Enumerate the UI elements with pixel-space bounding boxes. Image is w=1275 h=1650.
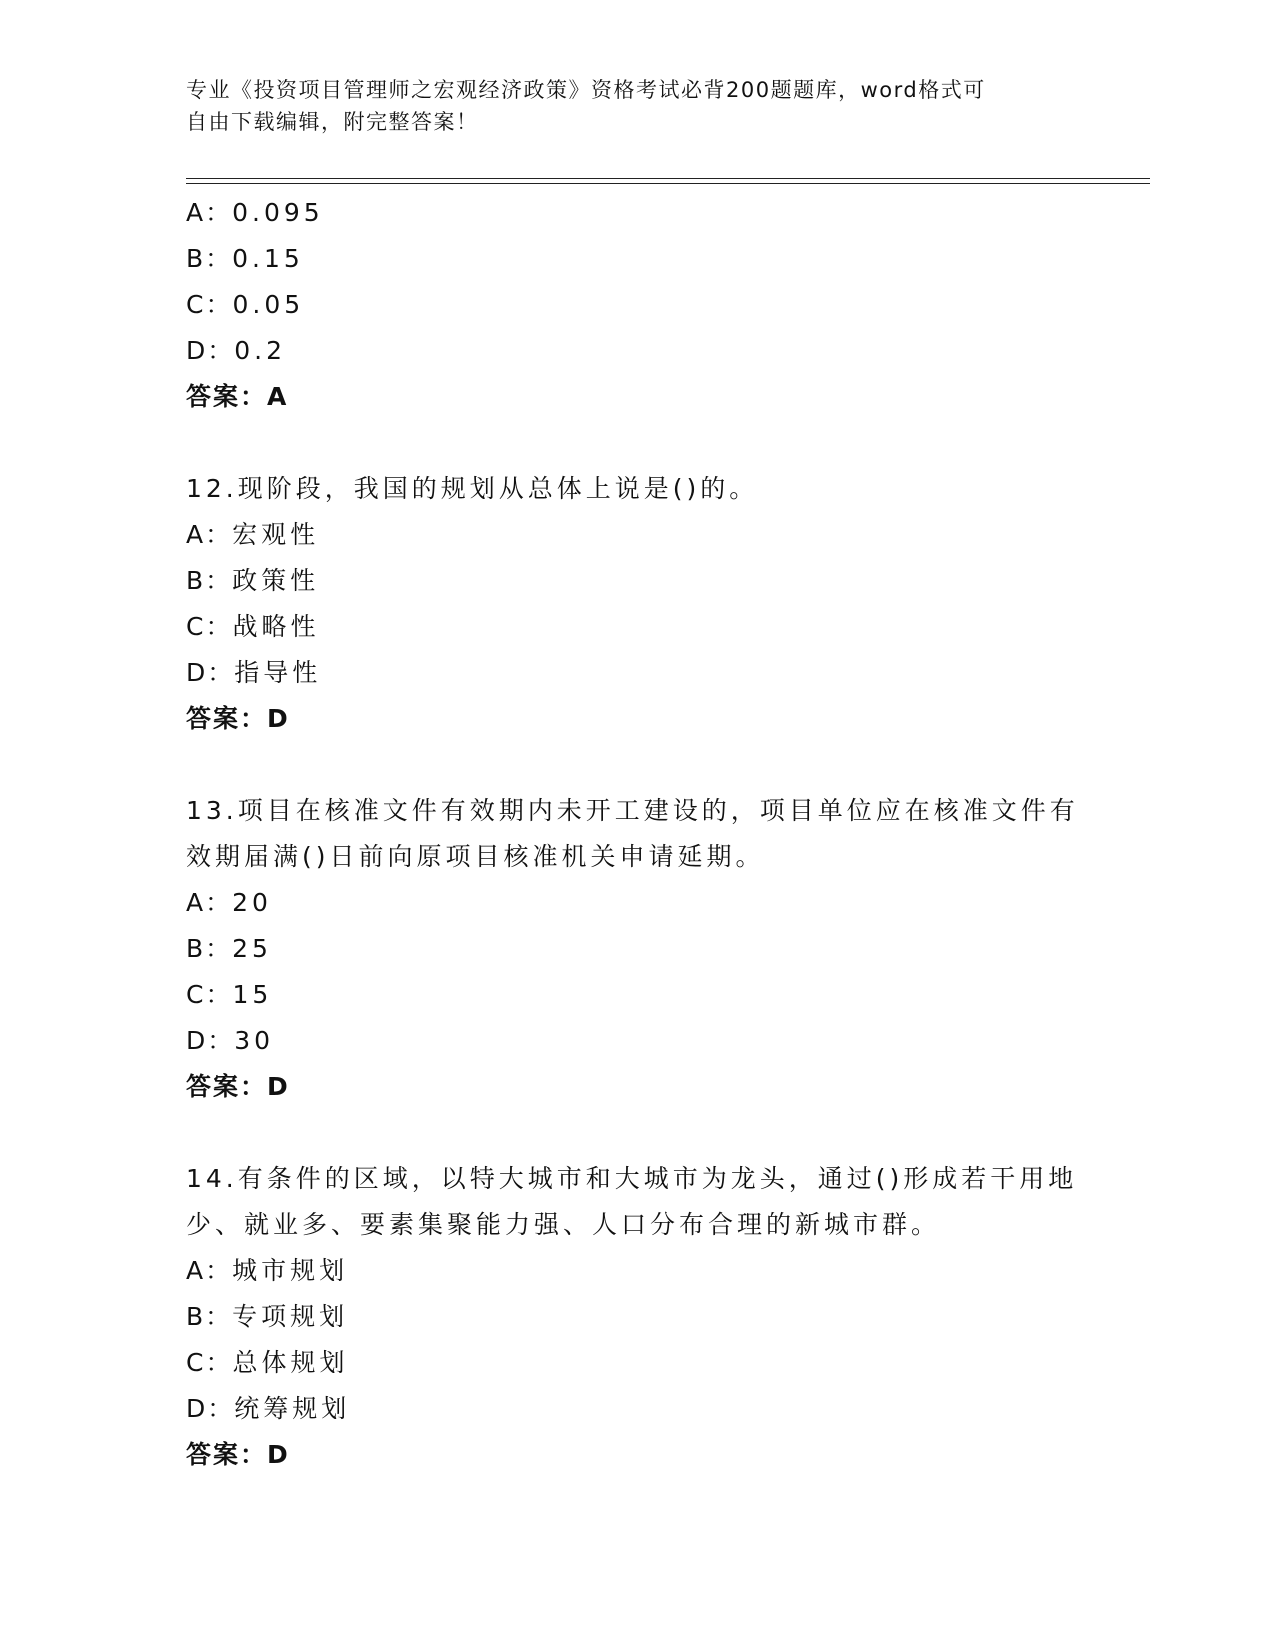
option-text: 20 <box>232 888 272 917</box>
spacer <box>186 1110 1086 1156</box>
option-key: A： <box>186 198 233 227</box>
option-key: B： <box>186 566 233 595</box>
option-text: 15 <box>232 980 273 1009</box>
option-text: 城市规划 <box>232 1256 349 1285</box>
option-key: C： <box>186 980 233 1009</box>
answer-line: 答案：A <box>186 382 289 411</box>
header-divider-top <box>186 178 1150 179</box>
question-stem-line-1: 14.有条件的区域，以特大城市和大城市为龙头，通过()形成若干用地 <box>186 1164 1078 1193</box>
option-d <box>186 328 1086 374</box>
option-text: 总体规划 <box>232 1348 349 1377</box>
option-text: 统筹规划 <box>234 1394 351 1423</box>
option-b <box>186 926 1086 972</box>
answer-line: 答案：D <box>186 704 290 733</box>
question-13 <box>186 788 1086 1110</box>
option-key: D： <box>186 1026 235 1055</box>
option-key: D： <box>186 336 235 365</box>
option-b <box>186 1294 1086 1340</box>
option-text: 0.05 <box>232 290 305 319</box>
question-stem-line-1: 13.项目在核准文件有效期内未开工建设的，项目单位应在核准文件有 <box>186 796 1079 825</box>
option-c <box>186 604 1086 650</box>
option-text: 宏观性 <box>232 520 320 549</box>
header-title-line-2: 自由下载编辑，附完整答案！ <box>186 110 479 134</box>
document-header <box>186 74 1086 138</box>
option-key: A： <box>186 520 233 549</box>
spacer <box>186 742 1086 788</box>
spacer <box>186 420 1086 466</box>
option-b <box>186 236 1086 282</box>
option-text: 政策性 <box>232 566 320 595</box>
option-d <box>186 1018 1086 1064</box>
option-key: D： <box>186 1394 235 1423</box>
option-key: B： <box>186 934 233 963</box>
option-text: 专项规划 <box>232 1302 349 1331</box>
option-d <box>186 650 1086 696</box>
option-key: C： <box>186 1348 233 1377</box>
option-a <box>186 1248 1086 1294</box>
question-11-continued <box>186 190 1086 420</box>
option-c <box>186 282 1086 328</box>
answer-line: 答案：D <box>186 1440 290 1469</box>
option-b <box>186 558 1086 604</box>
option-key: B： <box>186 244 233 273</box>
option-key: B： <box>186 1302 233 1331</box>
option-d <box>186 1386 1086 1432</box>
option-text: 25 <box>232 934 272 963</box>
option-a <box>186 190 1086 236</box>
option-text: 0.2 <box>234 336 287 365</box>
question-list <box>186 190 1086 1478</box>
option-a <box>186 512 1086 558</box>
option-key: D： <box>186 658 235 687</box>
option-text: 0.095 <box>232 198 324 227</box>
question-14 <box>186 1156 1086 1478</box>
question-stem-line-2: 少、就业多、要素集聚能力强、人口分布合理的新城市群。 <box>186 1210 941 1239</box>
option-key: C： <box>186 290 233 319</box>
question-stem-line-2: 效期届满()日前向原项目核准机关申请延期。 <box>186 842 765 871</box>
option-text: 战略性 <box>232 612 320 641</box>
header-title-line-1: 专业《投资项目管理师之宏观经济政策》资格考试必背200题题库，word格式可 <box>186 78 986 102</box>
option-c <box>186 972 1086 1018</box>
question-stem: 12.现阶段，我国的规划从总体上说是()的。 <box>186 474 759 503</box>
option-c <box>186 1340 1086 1386</box>
question-12 <box>186 466 1086 742</box>
answer-line: 答案：D <box>186 1072 290 1101</box>
option-a <box>186 880 1086 926</box>
option-key: C： <box>186 612 233 641</box>
option-key: A： <box>186 1256 233 1285</box>
option-text: 30 <box>234 1026 275 1055</box>
option-text: 指导性 <box>234 658 322 687</box>
header-divider-bottom <box>186 183 1150 184</box>
option-key: A： <box>186 888 233 917</box>
option-text: 0.15 <box>232 244 304 273</box>
